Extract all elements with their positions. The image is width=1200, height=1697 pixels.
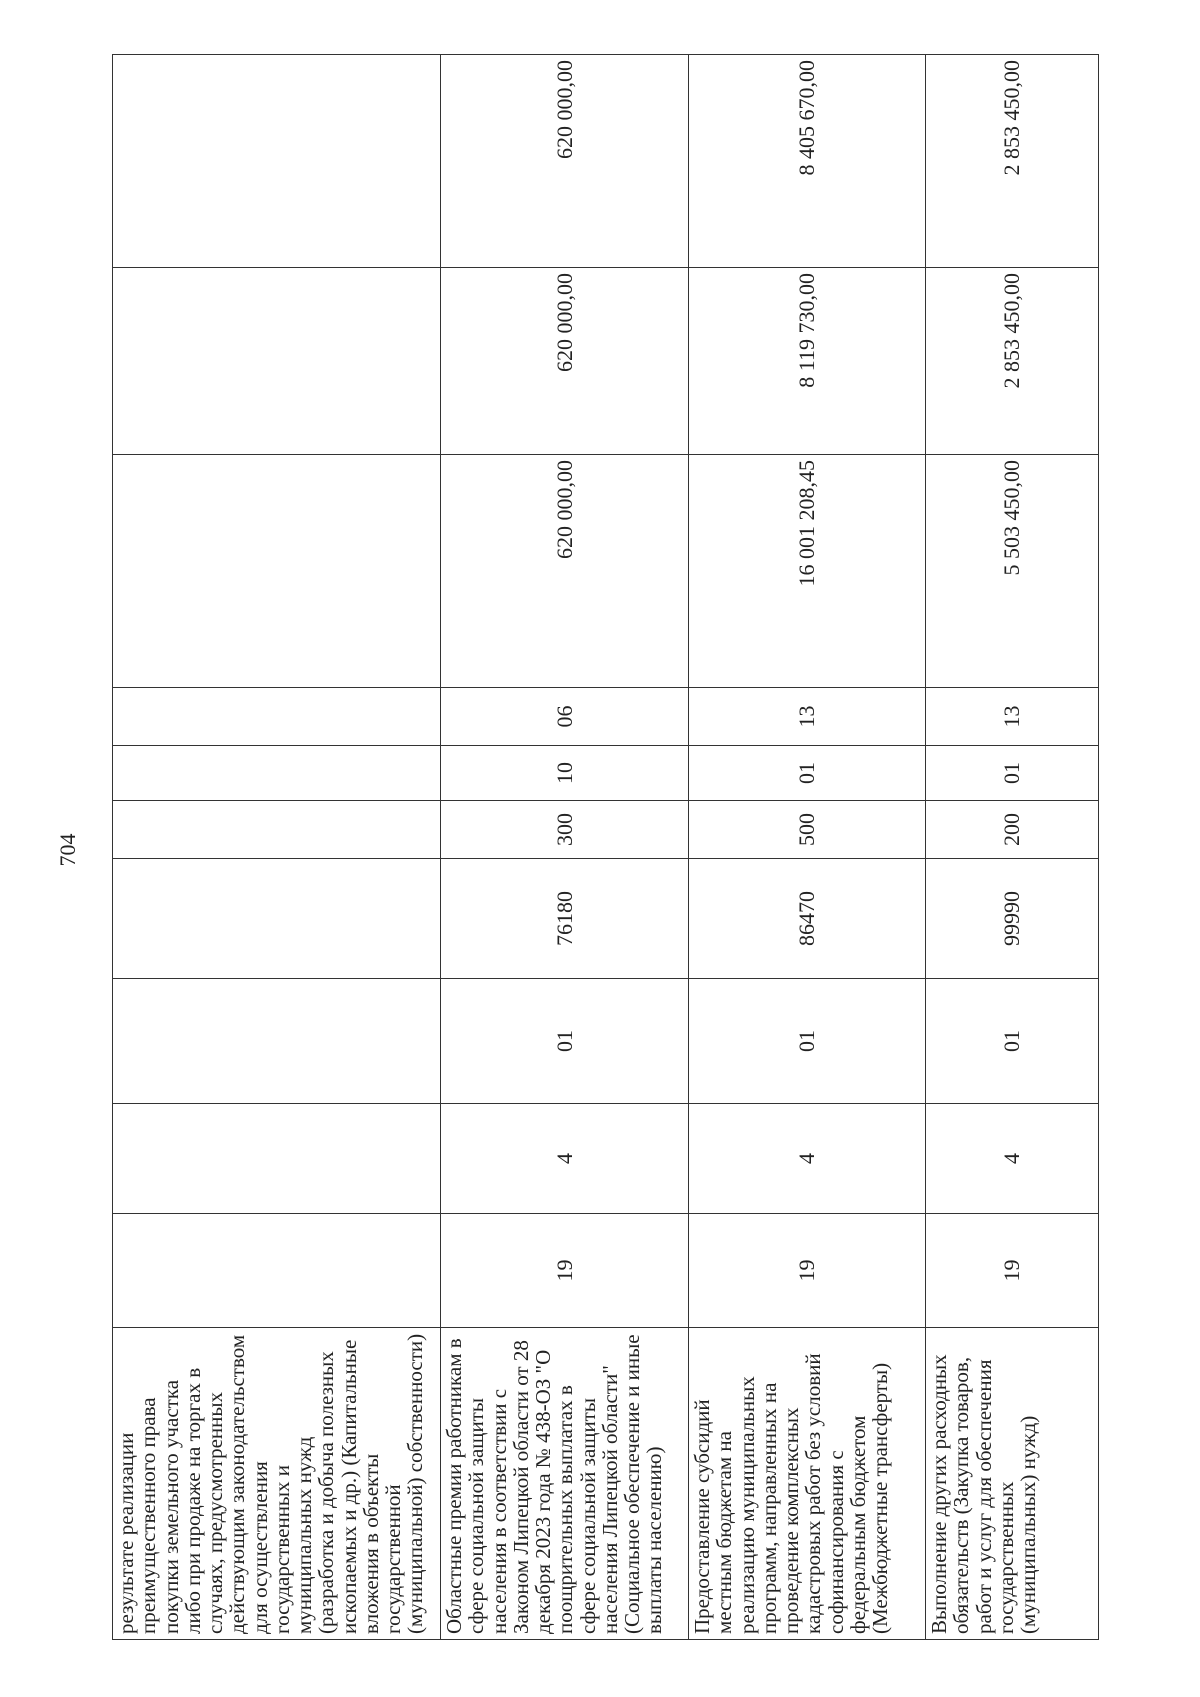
section-code: 01 — [689, 746, 926, 801]
expense-type-code: 500 — [689, 801, 926, 859]
section-code: 10 — [441, 746, 689, 801]
program-code — [113, 1214, 441, 1328]
amount-year-2 — [113, 268, 441, 455]
amount-year-2: 620 000,00 — [441, 268, 689, 455]
section-code: 01 — [926, 746, 1099, 801]
subsection-code: 06 — [441, 688, 689, 746]
amount-year-3: 2 853 450,00 — [926, 55, 1099, 268]
section-code — [113, 746, 441, 801]
amount-year-1 — [113, 455, 441, 688]
amount-year-1: 16 001 208,45 — [689, 455, 926, 688]
subsection-code — [113, 688, 441, 746]
program-code: 19 — [926, 1214, 1099, 1328]
subprogram-code: 01 — [926, 979, 1099, 1104]
subsection-code: 13 — [926, 688, 1099, 746]
program-type-code: 4 — [689, 1104, 926, 1214]
program-type-code: 4 — [441, 1104, 689, 1214]
direction-code — [113, 859, 441, 979]
amount-year-2: 2 853 450,00 — [926, 268, 1099, 455]
table-row — [689, 55, 926, 1640]
amount-year-3: 8 405 670,00 — [689, 55, 926, 268]
budget-table — [112, 54, 1099, 1640]
expense-type-code: 300 — [441, 801, 689, 859]
table-row — [113, 55, 441, 1640]
expense-type-code — [113, 801, 441, 859]
amount-year-2: 8 119 730,00 — [689, 268, 926, 455]
table-row — [441, 55, 689, 1640]
expense-type-code: 200 — [926, 801, 1099, 859]
subprogram-code — [113, 979, 441, 1104]
direction-code: 76180 — [441, 859, 689, 979]
direction-code: 99990 — [926, 859, 1099, 979]
direction-code: 86470 — [689, 859, 926, 979]
program-type-code: 4 — [926, 1104, 1099, 1214]
rotated-table-wrapper — [112, 55, 1098, 1640]
program-type-code — [113, 1104, 441, 1214]
subprogram-code: 01 — [689, 979, 926, 1104]
program-code: 19 — [689, 1214, 926, 1328]
subsection-code: 13 — [689, 688, 926, 746]
amount-year-1: 620 000,00 — [441, 455, 689, 688]
amount-year-3 — [113, 55, 441, 268]
amount-year-3: 620 000,00 — [441, 55, 689, 268]
row-description: Областные премии работникам в сфере социальной защиты населения в соответствии с Законом Липецкой области от 28 декабря 2023 года № 438-ОЗ "О поощрительных выплатах в сфере социальной защиты населения Липецкой области" (Социальное обеспечение и иные выплаты населению) — [441, 1328, 689, 1640]
amount-year-1: 5 503 450,00 — [926, 455, 1099, 688]
row-description: Выполнение других расходных обязательств (Закупка товаров, работ и услуг для обеспечения государственных (муниципальных) нужд) — [926, 1328, 1099, 1640]
program-code: 19 — [441, 1214, 689, 1328]
table-row — [926, 55, 1099, 1640]
subprogram-code: 01 — [441, 979, 689, 1104]
row-description: результате реализации преимущественного права покупки земельного участка либо при продаже на торгах в случаях, предусмотренных действующим законодательством для осуществления государственных и муниципальных нужд (разработка и добыча полезных ископаемых и др.) (Капитальные вложения в объекты государственной (муниципальной) собственности) — [113, 1328, 441, 1640]
page-number: 704 — [55, 833, 80, 867]
row-description: Предоставление субсидий местным бюджетам на реализацию муниципальных программ, направленных на проведение комплексных кадастровых работ без условий софинансирования с федеральным бюджетом (Межбюджетные трансферты) — [689, 1328, 926, 1640]
